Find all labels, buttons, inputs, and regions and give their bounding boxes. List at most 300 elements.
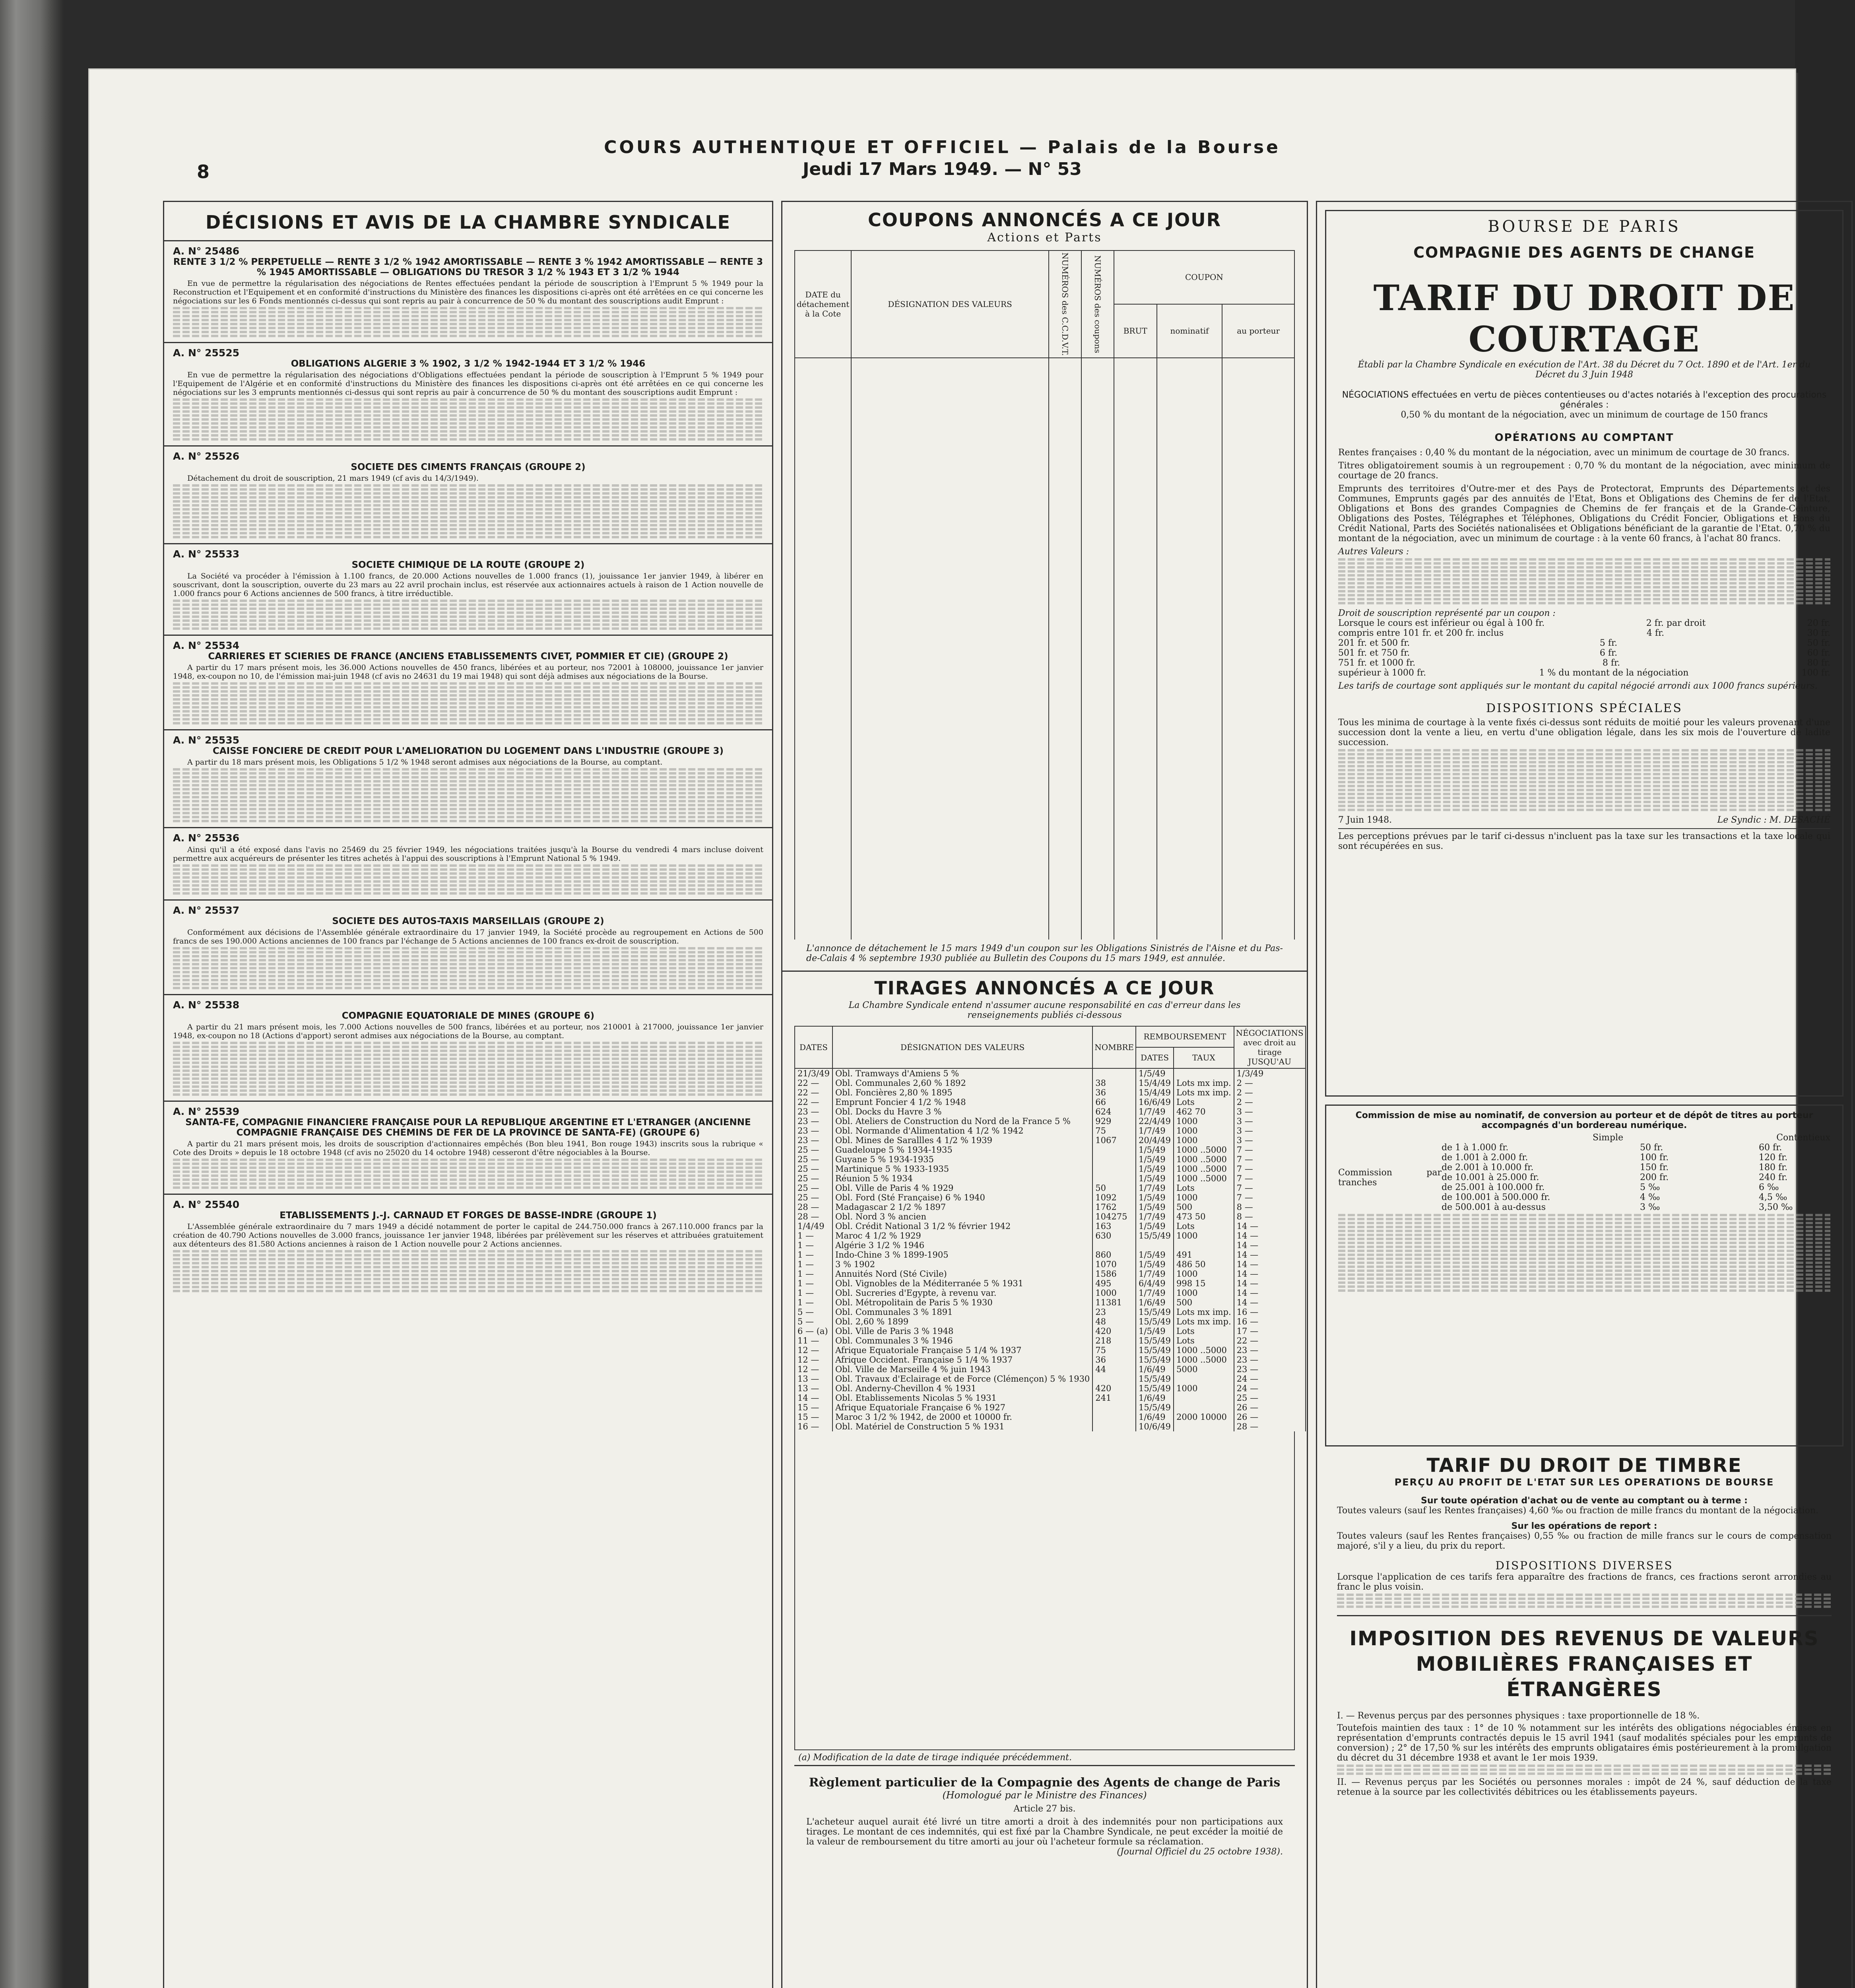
tirage-cell: 15 —	[795, 1412, 832, 1422]
tirage-cell	[1092, 1374, 1136, 1384]
tirage-cell: 25 —	[795, 1174, 832, 1183]
tirage-cell: Afrique Equatoriale Française 5 1/4 % 1937	[832, 1345, 1092, 1355]
tirage-cell: Obl. Nord 3 % ancien	[832, 1212, 1092, 1221]
commission-cell: 6 ‰	[1759, 1182, 1779, 1192]
tirage-cell: 3 —	[1234, 1136, 1306, 1145]
tirage-cell: 48	[1092, 1317, 1136, 1326]
commission-row	[1442, 1143, 1830, 1153]
negociations-text: NÉGOCIATIONS effectuées en vertu de pièces contentieuses ou d'actes notariés à l'exception des procurations générales :	[1342, 390, 1827, 410]
tirage-cell: 1067	[1092, 1136, 1136, 1145]
tirage-cell: 1/5/49	[1136, 1202, 1174, 1212]
tirage-cell: 66	[1092, 1097, 1136, 1107]
tirage-cell: 28 —	[795, 1212, 832, 1221]
coupons-col-date: DATE du détachement à la Cote	[795, 250, 851, 358]
coupons-col-designation: DÉSIGNATION DES VALEURS	[851, 250, 1049, 358]
tirage-cell: 23 —	[795, 1136, 832, 1145]
coupons-col-porteur: au porteur	[1222, 304, 1294, 358]
avis-item	[164, 827, 772, 899]
tirage-cell: 25 —	[795, 1193, 832, 1202]
newspaper-page	[89, 70, 1832, 1988]
tirage-row	[795, 1202, 1306, 1212]
tirage-cell: 23	[1092, 1307, 1136, 1317]
tirage-row	[795, 1164, 1306, 1174]
commission-cell: 150 fr.	[1640, 1163, 1669, 1173]
avis-text: A partir du 21 mars présent mois, les 7.000 Actions nouvelles de 500 francs, libérées et au porteur, nos 210001 à 217000, jouissance 1er janvier 1948, ex-coupon no 18 (Actions d'apport) seront admises aux négociations de la Bourse, au comptant.	[173, 1023, 763, 1040]
tirage-cell: 1 —	[795, 1231, 832, 1241]
tirage-cell: 15/5/49	[1136, 1336, 1174, 1345]
tirage-cell	[1174, 1393, 1234, 1403]
tirage-cell: 929	[1092, 1116, 1136, 1126]
tirage-cell: Obl. Foncières 2,80 % 1895	[832, 1088, 1092, 1097]
tirage-cell: 630	[1092, 1231, 1136, 1241]
tirages-col-nombre: NOMBRE	[1092, 1026, 1136, 1068]
commission-cell: de 25.001 à 100.000 fr.	[1442, 1182, 1545, 1192]
tirage-cell	[1174, 1403, 1234, 1412]
souscription-row	[1338, 618, 1830, 628]
tirage-cell: 1000 ..5000	[1174, 1174, 1234, 1183]
tirage-cell: 23 —	[795, 1126, 832, 1136]
tirage-cell: 14 —	[795, 1393, 832, 1403]
souscription-row	[1338, 628, 1830, 638]
tirage-cell: 1000 ..5000	[1174, 1145, 1234, 1155]
avis-text: Ainsi qu'il a été exposé dans l'avis no 25469 du 25 février 1949, les négociations traitées jusqu'à la Bourse du vendredi 4 mars incluse doivent permettre aux acquéreurs de présenter les titres achetés à l'appui des souscriptions à l'Emprunt National 5 % 1949.	[173, 845, 763, 863]
tirage-cell: 28 —	[1234, 1422, 1306, 1431]
commission-cell: 50 fr.	[1640, 1143, 1663, 1153]
tirage-cell: Obl. Anderny-Chevillon 4 % 1931	[832, 1384, 1092, 1393]
tirage-cell: Lots	[1174, 1326, 1234, 1336]
tirage-cell: 486 50	[1174, 1260, 1234, 1269]
tirage-cell: 1 —	[795, 1279, 832, 1288]
avis-item	[164, 240, 772, 342]
tirages-col-remboursement: REMBOURSEMENT	[1136, 1026, 1234, 1047]
negociations-rate: 0,50 % du montant de la négociation, avec un minimum de courtage de 150 francs	[1401, 410, 1768, 420]
tirage-row	[795, 1355, 1306, 1365]
tirage-row	[795, 1212, 1306, 1221]
tirage-cell: 15/5/49	[1136, 1317, 1174, 1326]
tirage-cell: 1/5/49	[1136, 1164, 1174, 1174]
tirages-col-taux: TAUX	[1174, 1047, 1234, 1068]
tirage-cell: 15/5/49	[1136, 1374, 1174, 1384]
tirages-table	[794, 1026, 1306, 1431]
tirages-note: (a) Modification de la date de tirage indiquée précédemment.	[794, 1750, 1295, 1766]
reglement-source: (Journal Officiel du 25 octobre 1938).	[1117, 1846, 1283, 1857]
tirage-cell: Madagascar 2 1/2 % 1897	[832, 1202, 1092, 1212]
tirage-cell: 1000 ..5000	[1174, 1345, 1234, 1355]
tirage-cell: 1586	[1092, 1269, 1136, 1279]
tirage-cell: 1000 ..5000	[1174, 1355, 1234, 1365]
tirage-cell: Annuités Nord (Sté Civile)	[832, 1269, 1092, 1279]
tirage-cell: 36	[1092, 1088, 1136, 1097]
tirage-cell: 500	[1174, 1202, 1234, 1212]
souscription-cell: supérieur à 1000 fr.	[1338, 668, 1426, 678]
souscription-cell: 1 % du montant de la négociation	[1539, 668, 1689, 678]
tirage-row	[795, 1326, 1306, 1336]
tirage-cell: 15/5/49	[1136, 1345, 1174, 1355]
tirage-cell: 75	[1092, 1126, 1136, 1136]
souscription-cell: 5 fr.	[1599, 638, 1618, 648]
coupons-col-coupon: COUPON	[1114, 250, 1294, 304]
tirage-cell: Obl. Ville de Paris 4 % 1929	[832, 1183, 1092, 1193]
column-decisions	[163, 201, 773, 1988]
tirage-cell	[1092, 1422, 1136, 1431]
commission-box	[1325, 1105, 1843, 1446]
avis-heading: SANTA-FE, COMPAGNIE FINANCIERE FRANÇAISE POUR LA REPUBLIQUE ARGENTINE ET L'ETRANGER (ANCIENNE COMPAGNIE FRANÇAISE DES CHEMINS DE FER DE LA PROVINCE DE SANTA-FE) (GROUPE 6)	[185, 1117, 751, 1138]
tirage-cell	[1092, 1068, 1136, 1078]
tirage-row	[795, 1307, 1306, 1317]
tirage-cell: 16 —	[1234, 1307, 1306, 1317]
header-line2: Jeudi 17 Mars 1949. — N° 53	[803, 159, 1082, 179]
tirage-cell: 23 —	[1234, 1365, 1306, 1374]
tirage-cell: 12 —	[795, 1365, 832, 1374]
tirage-cell: 11381	[1092, 1298, 1136, 1307]
souscription-cell: 80 fr.	[1807, 658, 1830, 668]
avis-number: A. N° 25536	[173, 832, 240, 844]
tirage-cell: 14 —	[1234, 1231, 1306, 1241]
tirages-subtitle: La Chambre Syndicale entend n'assumer aucune responsabilité en cas d'erreur dans les renseignements publiés ci-dessous	[848, 1000, 1241, 1020]
tirage-cell: 7 —	[1234, 1164, 1306, 1174]
tirage-cell	[1092, 1145, 1136, 1155]
tirage-row	[795, 1116, 1306, 1126]
tirage-cell: Lots mx imp.	[1174, 1088, 1234, 1097]
tirage-cell: Algérie 3 1/2 % 1946	[832, 1241, 1092, 1250]
tirage-cell	[1092, 1164, 1136, 1174]
tarif-date: 7 Juin 1948.	[1338, 815, 1392, 825]
tirage-cell: 420	[1092, 1326, 1136, 1336]
souscription-cell: 751 fr. et 1000 fr.	[1338, 658, 1416, 668]
tirage-cell: 1/4/49	[795, 1221, 832, 1231]
commission-cell: 100 fr.	[1640, 1153, 1669, 1163]
commission-row	[1442, 1173, 1830, 1182]
tirage-cell: 15/4/49	[1136, 1088, 1174, 1097]
tirage-cell: 38	[1092, 1078, 1136, 1088]
tirage-cell: 12 —	[795, 1345, 832, 1355]
tirage-row	[795, 1365, 1306, 1374]
tirage-cell: 1/6/49	[1136, 1393, 1174, 1403]
tirage-row	[795, 1393, 1306, 1403]
avis-text: En vue de permettre la régularisation des négociations de Rentes effectuées pendant la période de souscription à l'Emprunt 5 % 1949 pour la Reconstruction et l'Equipement et en conformité d'instructions du Ministère des finances les dispositions ci-après ont été arrêtées en ce qui concerne les négociations sur les 6 Fonds mentionnés ci-dessus qui sont repris au pair à concurrence de 50 % du montant des souscriptions audit Emprunt :	[173, 279, 763, 305]
tirage-cell: Lots mx imp.	[1174, 1078, 1234, 1088]
tirage-cell: 2 —	[1234, 1078, 1306, 1088]
tirage-cell: 23 —	[1234, 1355, 1306, 1365]
coupons-subtitle: Actions et Parts	[987, 231, 1102, 245]
commission-cell: 200 fr.	[1640, 1173, 1669, 1182]
tirage-cell: 24 —	[1234, 1384, 1306, 1393]
coupons-table	[794, 250, 1295, 940]
bourse-title: BOURSE DE PARIS	[1488, 217, 1681, 236]
avis-number: A. N° 25533	[173, 548, 240, 560]
timbre-subtitle: PERÇU AU PROFIT DE L'ETAT SUR LES OPERATIONS DE BOURSE	[1394, 1477, 1774, 1488]
tirage-row	[795, 1126, 1306, 1136]
tirage-cell: 14 —	[1234, 1221, 1306, 1231]
tirage-cell: 14 —	[1234, 1298, 1306, 1307]
tirage-row	[795, 1384, 1306, 1393]
tirage-row	[795, 1317, 1306, 1326]
tirage-cell: 473 50	[1174, 1212, 1234, 1221]
tirage-row	[795, 1107, 1306, 1116]
tirage-row	[795, 1336, 1306, 1345]
tirage-row	[795, 1260, 1306, 1269]
tirage-cell: 17 —	[1234, 1326, 1306, 1336]
tirage-cell: 1/7/49	[1136, 1126, 1174, 1136]
souscription-rows	[1338, 618, 1830, 678]
tirage-cell: 15/5/49	[1136, 1307, 1174, 1317]
tirage-cell: 14 —	[1234, 1269, 1306, 1279]
tirage-row	[795, 1078, 1306, 1088]
tirage-cell: Réunion 5 % 1934	[832, 1174, 1092, 1183]
souscription-title: Droit de souscription représenté par un coupon :	[1338, 608, 1556, 618]
tirage-row	[795, 1145, 1306, 1155]
tirage-cell: 12 —	[795, 1355, 832, 1365]
tirage-cell: 50	[1092, 1183, 1136, 1193]
tirage-row	[795, 1174, 1306, 1183]
tirage-cell: 1000	[1174, 1116, 1234, 1126]
tirage-cell: 491	[1174, 1250, 1234, 1260]
tirage-cell: Obl. Mines de Sarallles 4 1/2 % 1939	[832, 1136, 1092, 1145]
commission-cell: 60 fr.	[1759, 1143, 1782, 1153]
tirage-cell: 16/6/49	[1136, 1097, 1174, 1107]
tirage-cell: Obl. 2,60 % 1899	[832, 1317, 1092, 1326]
tirage-cell: Obl. Communales 2,60 % 1892	[832, 1078, 1092, 1088]
tirage-cell: Emprunt Foncier 4 1/2 % 1948	[832, 1097, 1092, 1107]
tirage-cell: Obl. Ville de Paris 3 % 1948	[832, 1326, 1092, 1336]
perceptions-text: Les perceptions prévues par le tarif ci-dessus n'incluent pas la taxe sur les transactions et la taxe locale qui sont récupérées en sus.	[1338, 828, 1830, 851]
coupons-col-numeros: NUMÉROS des coupons	[1081, 250, 1114, 358]
tirage-row	[795, 1088, 1306, 1097]
tirage-cell: 7 —	[1234, 1155, 1306, 1164]
tirages-title: TIRAGES ANNONCÉS A CE JOUR	[874, 977, 1215, 999]
tirage-cell: 13 —	[795, 1374, 832, 1384]
souscription-cell: 8 fr.	[1602, 658, 1620, 668]
timbre-title: TARIF DU DROIT DE TIMBRE	[1426, 1454, 1742, 1477]
avis-text: A partir du 17 mars présent mois, les 36.000 Actions nouvelles de 450 francs, libérées et au porteur, nos 72001 à 108000, jouissance 1er janvier 1948, ex-coupon no 10, de l'émission mai-juin 1948 (cf avis no 24631 du 19 mai 1948) qui sont déjà admises aux négociations de la Bourse.	[173, 663, 763, 681]
souscription-cell: compris entre 101 fr. et 200 fr. inclus	[1338, 628, 1504, 638]
tirage-cell: Obl. Tramways d'Amiens 5 %	[832, 1068, 1092, 1078]
tirage-cell: Obl. Crédit National 3 1/2 % février 1942	[832, 1221, 1092, 1231]
tirage-cell: Obl. Docks du Havre 3 %	[832, 1107, 1092, 1116]
tirage-cell: 15/5/49	[1136, 1355, 1174, 1365]
tirage-row	[795, 1068, 1306, 1078]
imposition-1-text: Toutefois maintien des taux : 1° de 10 % notamment sur les intérêts des obligations négociables émises en représentation d'emprunts contractés depuis le 15 avril 1941 (sauf modalités spéciales pour les emprunts de conversion) ; 2° de 17,50 % sur les intérêts des emprunts obligataires émis postérieurement à la promulgation du décret du 31 décembre 1938 et avant le 1er mois 1939.	[1337, 1723, 1832, 1763]
tirage-cell: 1/6/49	[1136, 1365, 1174, 1374]
tirage-cell: 25 —	[795, 1155, 832, 1164]
diverses-text: Lorsque l'application de ces tarifs fera apparaître des fractions de francs, ces fractions seront arrondies au franc le plus voisin.	[1337, 1572, 1832, 1592]
tirage-cell: Lots	[1174, 1221, 1234, 1231]
column-tarifs	[1316, 201, 1853, 1988]
tirage-cell: 1000	[1174, 1384, 1234, 1393]
tirage-cell: 16 —	[1234, 1317, 1306, 1326]
tirage-cell: 1/5/49	[1136, 1155, 1174, 1164]
souscription-cell: 50 fr.	[1807, 638, 1830, 648]
avis-item	[164, 445, 772, 543]
commission-row	[1442, 1202, 1830, 1212]
tirage-cell: 5 —	[795, 1307, 832, 1317]
tirage-cell: 1/5/49	[1136, 1068, 1174, 1078]
commission-cell: 180 fr.	[1759, 1163, 1788, 1173]
souscription-cell: 4 fr.	[1646, 628, 1665, 638]
tirage-cell: 1000	[1174, 1136, 1234, 1145]
tirage-row	[795, 1298, 1306, 1307]
reglement-title: Règlement particulier de la Compagnie des Agents de change de Paris	[809, 1775, 1281, 1790]
avis-number: A. N° 25539	[173, 1106, 240, 1117]
commission-rows	[1442, 1143, 1830, 1212]
tirage-cell: 2 —	[1234, 1097, 1306, 1107]
tirage-cell	[1092, 1174, 1136, 1183]
dispositions-title: DISPOSITIONS SPÉCIALES	[1486, 701, 1682, 715]
tirage-cell: Obl. Communales 3 % 1946	[832, 1336, 1092, 1345]
tirage-cell: 495	[1092, 1279, 1136, 1288]
souscription-row	[1338, 638, 1830, 648]
tirage-cell: Obl. Travaux d'Eclairage et de Force (Clémençon) 5 % 1930	[832, 1374, 1092, 1384]
tirage-cell: 3 % 1902	[832, 1260, 1092, 1269]
tirage-cell: Maroc 3 1/2 % 1942, de 2000 et 10000 fr.	[832, 1412, 1092, 1422]
tirages-rows	[795, 1068, 1306, 1431]
avis-number: A. N° 25538	[173, 999, 240, 1011]
tirage-cell: 3 —	[1234, 1116, 1306, 1126]
page-number: 8	[197, 161, 210, 182]
tirage-cell: 1000	[1092, 1288, 1136, 1298]
souscription-cell: 60 fr.	[1807, 648, 1830, 658]
avis-heading: OBLIGATIONS ALGERIE 3 % 1902, 3 1/2 % 1942-1944 ET 3 1/2 % 1946	[291, 359, 646, 369]
tirage-cell: Martinique 5 % 1933-1935	[832, 1164, 1092, 1174]
tirage-cell: 1 —	[795, 1298, 832, 1307]
tirage-cell: 1/6/49	[1136, 1412, 1174, 1422]
operations-comptant-title: OPÉRATIONS AU COMPTANT	[1494, 432, 1674, 444]
avis-list	[164, 240, 772, 1297]
avis-item	[164, 1101, 772, 1194]
tirage-cell: Afrique Occident. Française 5 1/4 % 1937	[832, 1355, 1092, 1365]
commission-cell: 3,50 ‰	[1759, 1202, 1793, 1212]
tirage-cell: Lots mx imp.	[1174, 1307, 1234, 1317]
autres-valeurs: Autres Valeurs :	[1338, 547, 1409, 557]
imposition-2: II. — Revenus perçus par les Sociétés ou personnes morales : impôt de 24 %, sauf déduction de la taxe retenue à la source par les collectivités débitrices ou les établissements payeurs.	[1337, 1777, 1832, 1797]
tirage-cell: Lots mx imp.	[1174, 1317, 1234, 1326]
coupons-col-nominatif: nominatif	[1157, 304, 1222, 358]
souscription-cell: 201 fr. et 500 fr.	[1338, 638, 1410, 648]
tirage-cell: 7 —	[1234, 1193, 1306, 1202]
tirage-cell: Maroc 4 1/2 % 1929	[832, 1231, 1092, 1241]
tirage-row	[795, 1288, 1306, 1298]
commission-cell: de 100.001 à 500.000 fr.	[1442, 1192, 1550, 1202]
tirage-cell: 14 —	[1234, 1241, 1306, 1250]
tirage-cell: 163	[1092, 1221, 1136, 1231]
tirage-cell: 7 —	[1234, 1183, 1306, 1193]
tirage-cell: Lots	[1174, 1336, 1234, 1345]
imposition-1: I. — Revenus perçus par des personnes physiques : taxe proportionnelle de 18 %.	[1337, 1711, 1700, 1721]
avis-item	[164, 994, 772, 1101]
avis-heading: RENTE 3 1/2 % PERPETUELLE — RENTE 3 1/2 % 1942 AMORTISSABLE — RENTE 3 % 1942 AMORTISSABLE — RENTE 3 % 1945 AMORTISSABLE — OBLIGATIONS DU TRESOR 3 1/2 % 1943 ET 3 1/2 % 1944	[173, 257, 763, 278]
tirage-cell: 23 —	[795, 1107, 832, 1116]
timbre-2-title: Sur les opérations de report :	[1511, 1521, 1657, 1531]
tirage-row	[795, 1269, 1306, 1279]
tirage-cell: 15/5/49	[1136, 1403, 1174, 1412]
tirage-cell: 1000	[1174, 1269, 1234, 1279]
avis-heading: SOCIETE CHIMIQUE DE LA ROUTE (GROUPE 2)	[351, 560, 585, 570]
tirage-cell: 14 —	[1234, 1250, 1306, 1260]
tirage-cell: 500	[1174, 1298, 1234, 1307]
souscription-cell: 501 fr. et 750 fr.	[1338, 648, 1410, 658]
dispositions-text: Tous les minima de courtage à la vente fixés ci-dessus sont réduits de moitié pour les valeurs provenant d'une succession dont la vente a lieu, en vertu d'une obligation légale, dans les six mois de l'ouverture de ladite succession.	[1338, 718, 1830, 747]
tirage-row	[795, 1221, 1306, 1231]
tirage-cell: 1000	[1174, 1126, 1234, 1136]
tirage-cell: 218	[1092, 1336, 1136, 1345]
tirage-cell: 624	[1092, 1107, 1136, 1116]
commission-cell: 120 fr.	[1759, 1153, 1788, 1163]
avis-item	[164, 635, 772, 729]
header-line1: COURS AUTHENTIQUE ET OFFICIEL — Palais de la Bourse	[604, 137, 1281, 157]
tirage-cell: 1000	[1174, 1193, 1234, 1202]
souscription-cell: Lorsque le cours est inférieur ou égal à 100 fr.	[1338, 618, 1545, 628]
tirage-cell: 1070	[1092, 1260, 1136, 1269]
tirage-row	[795, 1097, 1306, 1107]
tarif-syndic: Le Syndic : M. DESACHÉ	[1717, 815, 1830, 825]
tirages-col-negociations: NÉGOCIATIONS avec droit au tirage JUSQU'AU	[1234, 1026, 1306, 1068]
tirage-cell: Obl. Matériel de Construction 5 % 1931	[832, 1422, 1092, 1431]
avis-item	[164, 543, 772, 635]
tirage-cell: 6 — (a)	[795, 1326, 832, 1336]
commission-cell: 5 ‰	[1640, 1182, 1660, 1192]
commission-col-contentieux: Contentieux	[1776, 1133, 1830, 1143]
timbre-section	[1325, 1454, 1843, 1797]
tirage-cell: 1/5/49	[1136, 1174, 1174, 1183]
tirage-cell: 462 70	[1174, 1107, 1234, 1116]
tirage-cell: 1000 ..5000	[1174, 1164, 1234, 1174]
souscription-cell: 6 fr.	[1599, 648, 1618, 658]
souscription-cell: 2 fr. par droit	[1646, 618, 1706, 628]
avis-number: A. N° 25534	[173, 640, 240, 651]
souscription-note: Les tarifs de courtage sont appliqués sur le montant du capital négocié arrondi aux 1000 francs supérieurs.	[1338, 681, 1818, 691]
avis-heading: SOCIETE DES CIMENTS FRANÇAIS (GROUPE 2)	[351, 462, 586, 472]
tirage-cell	[1174, 1374, 1234, 1384]
compagnie-title: COMPAGNIE DES AGENTS DE CHANGE	[1413, 244, 1755, 261]
avis-heading: CARRIERES ET SCIERIES DE FRANCE (ANCIENS ETABLISSEMENTS CIVET, POMMIER ET CIE) (GROUPE 2)	[208, 651, 728, 662]
commission-cell: 240 fr.	[1759, 1173, 1788, 1182]
commission-row	[1442, 1182, 1830, 1192]
tirage-cell: 22 —	[795, 1088, 832, 1097]
tirage-cell: 3 —	[1234, 1126, 1306, 1136]
tirage-row	[795, 1374, 1306, 1384]
tirage-cell: 2 —	[1234, 1088, 1306, 1097]
tirage-cell: Obl. Communales 3 % 1891	[832, 1307, 1092, 1317]
tirage-cell: Guadeloupe 5 % 1934-1935	[832, 1145, 1092, 1155]
tirage-cell: 2000 10000	[1174, 1412, 1234, 1422]
tirage-cell: 15/5/49	[1136, 1231, 1174, 1241]
tirages-col-date-remb: DATES	[1136, 1047, 1174, 1068]
tirage-cell: 20/4/49	[1136, 1136, 1174, 1145]
tirage-row	[795, 1231, 1306, 1241]
tirage-cell: 25 —	[795, 1164, 832, 1174]
avis-heading: SOCIETE DES AUTOS-TAXIS MARSEILLAIS (GROUPE 2)	[332, 916, 604, 926]
tirage-cell: 1/6/49	[1136, 1298, 1174, 1307]
diverses-title: DISPOSITIONS DIVERSES	[1495, 1559, 1673, 1572]
tirage-cell: 22 —	[795, 1078, 832, 1088]
commission-cell: 4 ‰	[1640, 1192, 1660, 1202]
tirage-cell: 1/5/49	[1136, 1145, 1174, 1155]
avis-text: Détachement du droit de souscription, 21 mars 1949 (cf avis du 14/3/1949).	[187, 474, 479, 483]
tirage-cell: 15 —	[795, 1403, 832, 1412]
avis-text: La Société va procéder à l'émission à 1.100 francs, de 20.000 Actions nouvelles de 1.000 francs (1), jouissance 1er janvier 1949, à libérer en souscrivant, dont la souscription, ouverte du 23 mars au 22 avril prochain inclus, est réservée aux actionnaires actuels à raison de 1 Action nouvelle de 1.000 francs pour 6 Actions anciennes de 500 francs, à titre irréductible.	[173, 572, 763, 598]
commission-title: Commission de mise au nominatif, de conversion au porteur et de dépôt de titres au porteur accompagnés d'un bordereau numérique.	[1355, 1110, 1813, 1130]
tarif-courtage-title: TARIF DU DROIT DE COURTAGE	[1373, 277, 1795, 360]
avis-text: A partir du 21 mars présent mois, les droits de souscription d'actionnaires empêchés (Bon bleu 1941, Bon rouge 1943) inscrits sous la rubrique « Cote des Droits » depuis le 18 octobre 1948 (cf avis no 25020 du 14 octobre 1948) cesseront d'être négociables à la Bourse.	[173, 1140, 763, 1157]
timbre-2-text: Toutes valeurs (sauf les Rentes françaises) 0,55 ‰ ou fraction de mille francs sur le cours de compensation majoré, s'il y a lieu, du prix du report.	[1337, 1531, 1832, 1551]
coupons-note: L'annonce de détachement le 15 mars 1949 d'un coupon sur les Obligations Sinistrés de l'Aisne et du Pas-de-Calais 4 % septembre 1930 publiée au Bulletin des Coupons du 15 mars 1949, est annulée.	[806, 943, 1283, 963]
tirage-cell: Obl. Métropolitain de Paris 5 % 1930	[832, 1298, 1092, 1307]
tirage-cell: 1000	[1174, 1288, 1234, 1298]
tirage-cell: 16 —	[795, 1422, 832, 1431]
avis-item	[164, 1194, 772, 1297]
tarif-courtage-box	[1325, 210, 1843, 1097]
tirage-cell: 24 —	[1234, 1374, 1306, 1384]
